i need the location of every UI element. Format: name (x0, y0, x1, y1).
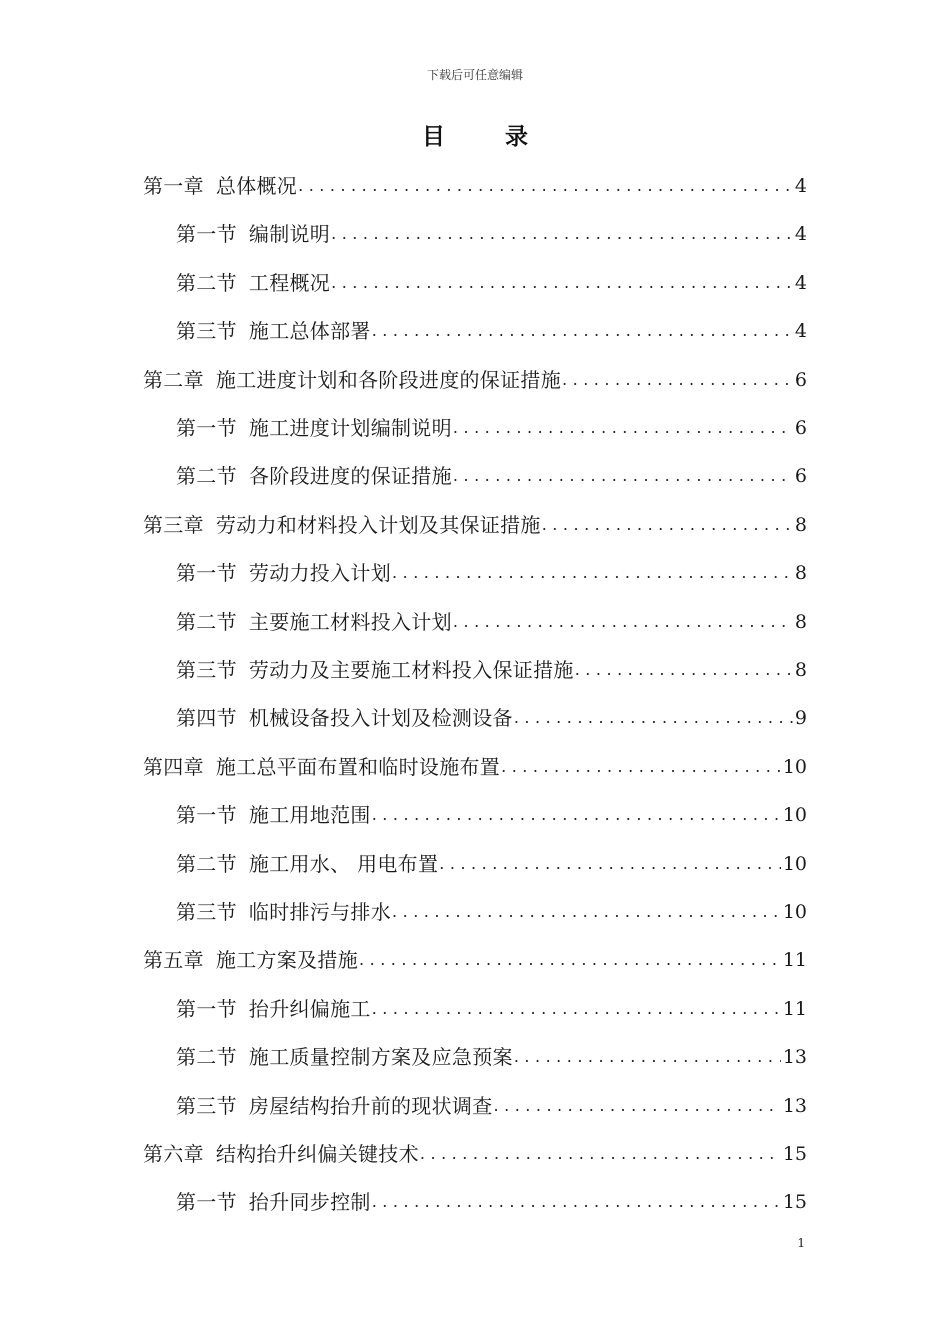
toc-entry-label (176, 791, 371, 839)
toc-dot-leader (575, 646, 793, 694)
toc-section-entry[interactable] (176, 307, 807, 355)
header-note: 下载后可任意编辑 (426, 68, 523, 82)
toc-entry-page: 8 (794, 610, 807, 633)
toc-dot-leader (562, 356, 793, 404)
toc-dot-leader (420, 1130, 781, 1178)
toc-dot-leader (372, 985, 781, 1033)
toc-section-entry[interactable] (176, 985, 807, 1033)
toc-entry-page: 10 (782, 804, 807, 827)
toc-entry-label (176, 598, 452, 646)
toc-section-entry[interactable] (176, 1178, 807, 1226)
toc-entry-page: 6 (794, 417, 807, 439)
toc-entry-page: 15 (782, 1191, 807, 1214)
toc-entry-label (176, 404, 452, 452)
toc-entry-page: 4 (794, 320, 807, 343)
toc-entry-page: 6 (794, 368, 807, 391)
toc-section-entry[interactable] (176, 646, 807, 694)
toc-entry-title: 临时排污与排水 (248, 900, 392, 924)
toc-entry-label (176, 259, 330, 307)
toc-entry-label (176, 646, 574, 694)
toc-entry-label (176, 1082, 493, 1130)
toc-entry-page: 13 (782, 1094, 807, 1117)
toc-dot-leader (453, 404, 793, 452)
toc-entry-page: 4 (794, 175, 807, 197)
toc-section-entry[interactable] (176, 840, 807, 888)
toc-entry-label (143, 501, 541, 549)
toc-entry-number: 第三章 (143, 512, 204, 537)
toc-section-entry[interactable] (176, 210, 807, 258)
toc-dot-leader (372, 1178, 781, 1226)
toc-chapter-entry[interactable] (143, 743, 807, 791)
toc-entry-number: 第一节 (176, 561, 237, 586)
toc-entry-title: 劳动力投入计划 (248, 561, 392, 586)
toc-entry-title: 房屋结构抬升前的现状调查 (248, 1093, 493, 1118)
toc-entry-label (143, 743, 500, 791)
toc-entry-title: 施工总体部署 (248, 319, 371, 344)
toc-entry-number: 第三节 (176, 319, 237, 344)
toc-entry-title: 劳动力和材料投入计划及其保证措施 (215, 512, 541, 537)
toc-entry-title: 主要施工材料投入计划 (248, 609, 452, 634)
toc-entry-number: 第一节 (176, 803, 237, 828)
toc-section-entry[interactable] (176, 404, 807, 452)
toc-entry-page: 8 (794, 659, 807, 681)
toc-dot-leader (331, 259, 793, 307)
toc-entry-page: 13 (782, 1046, 807, 1069)
toc-chapter-entry[interactable] (143, 356, 807, 404)
toc-section-entry[interactable] (176, 1082, 807, 1130)
toc-section-entry[interactable] (176, 549, 807, 597)
toc-entry-label (176, 840, 438, 888)
toc-dot-leader (359, 936, 781, 984)
toc-entry-number: 第三节 (176, 1093, 237, 1118)
toc-entry-label (143, 1130, 419, 1178)
toc-entry-number: 第四章 (143, 754, 204, 779)
toc-entry-label (143, 356, 561, 404)
toc-section-entry[interactable] (176, 1033, 807, 1081)
toc-entry-page: 8 (794, 562, 807, 585)
toc-entry-page: 8 (794, 513, 807, 536)
toc-entry-page: 4 (794, 223, 807, 246)
toc-dot-leader (372, 307, 793, 355)
toc-entry-title: 施工方案及措施 (215, 948, 359, 973)
toc-entry-title: 施工总平面布置和临时设施布置 (215, 754, 501, 779)
toc-entry-label (176, 1033, 513, 1081)
toc-entry-title: 机械设备投入计划及检测设备 (248, 706, 513, 731)
toc-dot-leader (542, 501, 793, 549)
toc-dot-leader (439, 840, 781, 888)
toc-entry-title: 抬升同步控制 (248, 1190, 371, 1215)
toc-dot-leader (392, 888, 781, 936)
toc-entry-label (176, 985, 371, 1033)
toc-title: 目 录 (421, 123, 554, 150)
toc-entry-title: 施工用地范围 (248, 803, 371, 828)
toc-dot-leader (331, 210, 793, 258)
toc-entry-page: 10 (782, 901, 807, 923)
toc-entry-number: 第三节 (176, 658, 237, 682)
toc-entry-number: 第六章 (143, 1142, 204, 1166)
toc-entry-number: 第一节 (176, 222, 237, 247)
toc-dot-leader (392, 549, 793, 597)
toc-entry-number: 第二节 (176, 1045, 237, 1070)
toc-entry-title: 结构抬升纠偏关键技术 (215, 1142, 419, 1166)
toc-entry-title: 总体概况 (215, 174, 298, 198)
toc-entry-number: 第一章 (143, 174, 204, 198)
toc-dot-leader (501, 743, 781, 791)
toc-entry-title: 施工用水、 用电布置 (248, 851, 439, 876)
toc-section-entry[interactable] (176, 888, 807, 936)
toc-entry-label (176, 549, 391, 597)
toc-entry-page: 4 (794, 271, 807, 294)
toc-entry-number: 第一节 (176, 416, 237, 440)
toc-dot-leader (453, 598, 793, 646)
toc-chapter-entry[interactable] (143, 1130, 807, 1178)
toc-section-entry[interactable] (176, 259, 807, 307)
toc-dot-leader (453, 452, 793, 500)
toc-entry-page: 10 (782, 755, 807, 778)
page-number: 1 (797, 1236, 805, 1250)
toc-entry-label (176, 452, 452, 500)
toc-entry-number: 第三节 (176, 900, 237, 924)
toc-dot-leader (372, 791, 781, 839)
toc-entry-title: 施工进度计划编制说明 (248, 416, 452, 440)
toc-chapter-entry[interactable] (143, 936, 807, 984)
toc-entry-page: 10 (782, 852, 807, 875)
toc-entry-title: 各阶段进度的保证措施 (248, 464, 452, 489)
toc-entry-number: 第二节 (176, 464, 237, 489)
toc-entry-title: 工程概况 (248, 270, 331, 295)
toc-section-entry[interactable] (176, 598, 807, 646)
toc-section-entry[interactable] (176, 791, 807, 839)
toc-entry-title: 施工进度计划和各阶段进度的保证措施 (215, 367, 562, 392)
toc-entry-page: 11 (782, 949, 807, 972)
toc-entry-number: 第一节 (176, 1190, 237, 1215)
toc-entry-label (176, 694, 513, 742)
toc-entry-title: 编制说明 (248, 222, 331, 247)
toc-entry-page: 9 (794, 707, 807, 730)
toc-entry-number: 第四节 (176, 706, 237, 731)
toc-entry-label (176, 888, 391, 936)
toc-entry-page: 15 (782, 1143, 807, 1165)
toc-entry-number: 第一节 (176, 996, 237, 1021)
toc-entry-label (176, 210, 330, 258)
toc-entry-number: 第二节 (176, 851, 237, 876)
toc-entry-number: 第五章 (143, 948, 204, 973)
toc-dot-leader (494, 1082, 781, 1130)
toc-dot-leader (298, 162, 793, 210)
toc-entry-label (143, 936, 358, 984)
toc-chapter-entry[interactable] (143, 162, 807, 210)
toc-entry-label (176, 307, 371, 355)
toc-entry-title: 抬升纠偏施工 (248, 996, 371, 1021)
toc-section-entry[interactable] (176, 694, 807, 742)
toc-entry-number: 第二章 (143, 367, 204, 392)
toc-entry-number: 第二节 (176, 270, 237, 295)
toc-chapter-entry[interactable] (143, 501, 807, 549)
toc-entry-label (176, 1178, 371, 1226)
toc-entry-page: 6 (794, 465, 807, 488)
toc-section-entry[interactable] (176, 452, 807, 500)
toc-entry-number: 第二节 (176, 609, 237, 634)
toc-entry-title: 施工质量控制方案及应急预案 (248, 1045, 513, 1070)
toc-entry-page: 11 (782, 997, 807, 1020)
toc-dot-leader (514, 1033, 781, 1081)
toc-entry-title: 劳动力及主要施工材料投入保证措施 (248, 658, 574, 682)
toc-entry-label (143, 162, 297, 210)
toc-dot-leader (514, 694, 793, 742)
